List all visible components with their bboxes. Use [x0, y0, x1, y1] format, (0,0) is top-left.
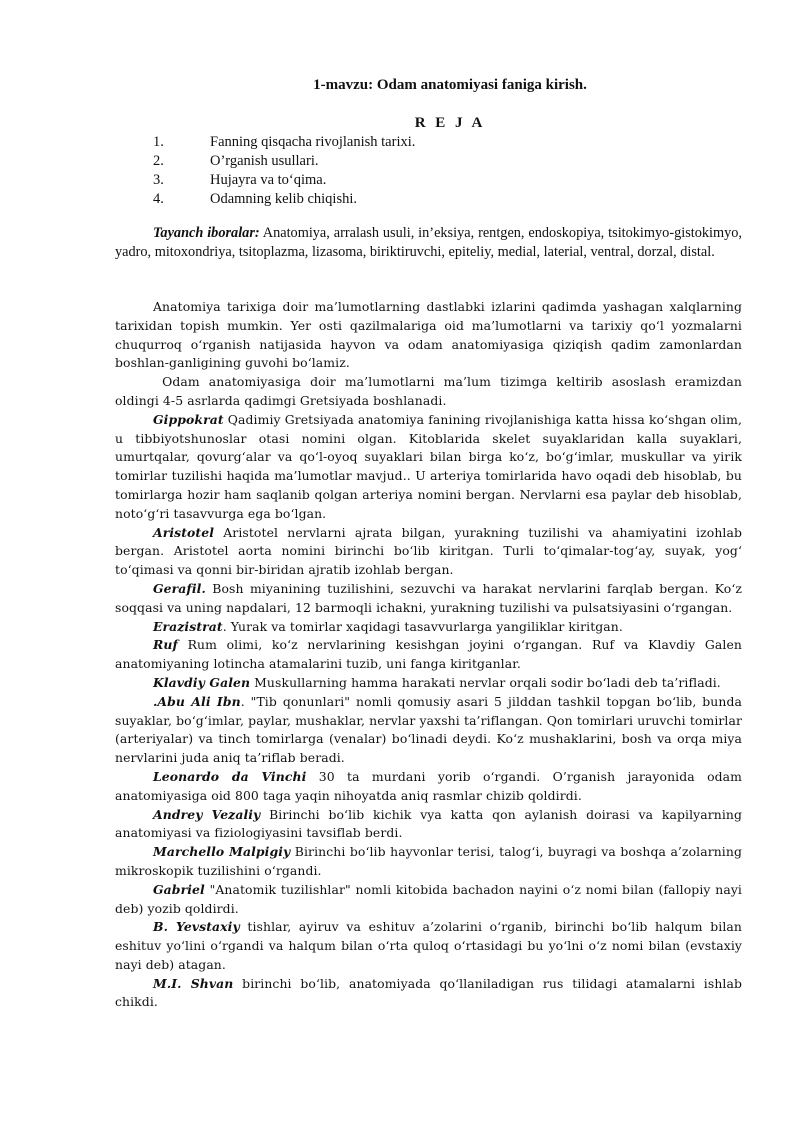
paragraph [115, 674, 742, 693]
paragraph [115, 636, 742, 674]
scholar-name: M.I. Shvan [153, 975, 234, 991]
plan-heading: R E J A [414, 115, 486, 131]
paragraph [115, 524, 742, 580]
scholar-name: Gippokrat [153, 411, 224, 427]
paragraph [115, 618, 742, 637]
paragraph-text: . "Tib qonunlari" nomli qomusiy asari 5 jilddan tashkil topgan bo‘lib, bunda suyaklar, bo‘g‘imlar, paylar, mushaklar, nervlar yaxshi ta’riflangan. Qon tomirlari uruvchi tomirlar (arteriyalar) va tinch tomirlarga (venalar) bo‘linadi deydi. Ko‘z mushaklarini, bosh va orqa miya nervlarini juda aniq ta’riflab beradi. [115, 693, 742, 766]
paragraph-text: Birinchi bo‘lib kichik vya katta qon aylanish doirasi va kapilyarning anatomiyasi va fiziologiyasini tavsiflab berdi. [115, 806, 742, 841]
scholar-name: Ruf [153, 637, 178, 653]
plan-item [115, 171, 715, 190]
paragraph-text: tishlar, ayiruv va eshituv a’zolarini o‘rganib, birinchi bo‘lib halqum bilan eshituv yo‘lini o‘rgandi va halqum bilan o‘rta quloq o‘rtasidagi bu yo‘lni o‘z nomi bilan (evstaxiy nayi deb) atagan. [115, 919, 742, 972]
paragraph-text: Rum olimi, ko‘z nervlarining kesishgan joyini o‘rgangan. Ruf va Klavdiy Galen anatomiyaning lotincha atamalarini tuzib, uni fanga kiritganlar. [115, 637, 742, 672]
paragraph-text: Muskullarning hamma harakati nervlar orqali sodir bo‘ladi deb ta’rifladi. [250, 674, 721, 690]
plan-item-text: O’rganish usullari. [210, 153, 319, 169]
scholar-name: B. Yevstaxiy [153, 919, 240, 935]
scholar-name: Gerafil. [153, 580, 206, 596]
paragraph [115, 806, 742, 844]
paragraph-text: Qadimiy Gretsiyada anatomiya fanining rivojlanishiga katta hissa ko‘shgan olim, u tibbiyotshunoslar otasi nomini olgan. Kitoblarida skelet suyaklaridan kalla suyaklari, umurtqalar, qovurg‘alar va qo‘l-oyoq suyaklari bilan birga ko‘z, bo‘g‘imlar, muskullar va yirik tomirlar tuzilishi haqida ma’lumotlar mavjud.. U arteriya tomirlarida havo oqadi deb hisoblab, bu tomirlarga hozir ham saqlanib qolgan arteriya nomini bergan. Nervlarni esa paylar deb hisoblab, noto‘g‘ri tasavvurga ega bo‘lgan. [115, 411, 742, 521]
body-text [115, 298, 742, 1012]
paragraph [115, 693, 742, 768]
paragraph-text: Anatomiya tarixiga doir ma’lumotlarning dastlabki izlarini qadimda yashagan xalqlarning tarixidan topish mumkin. Yer osti qazilmalariga oid ma’lumotlarni va tarixiy qo‘l yozmalarni chuqurroq o‘rganish natijasida hayvon va odam anatomiyasiga qiziqish qadim zamonlardan boshlan-ganligining guvohi bo‘lamiz. [115, 299, 742, 371]
paragraph-text: Aristotel nervlarni ajrata bilgan, yurakning tuzilishi va ahamiyatini izohlab bergan. Aristotel aorta nomini birinchi bo‘lib kiritgan. Turli to‘qimalar-tog‘ay, suyak, yog‘ to‘qimasi va qonni bir-biridan ajratib izohlab bergan. [115, 524, 742, 578]
paragraph [115, 843, 742, 881]
paragraph-text: Birinchi bo‘lib hayvonlar terisi, talog‘i, buyragi va boshqa a’zolarning mikroskopik tuzilishini o‘rgandi. [115, 844, 742, 878]
plan-item-text: Odamning kelib chiqishi. [210, 191, 357, 207]
paragraph-text: Bosh miyanining tuzilishini, sezuvchi va harakat nervlarini farqlab bergan. Ko‘z soqqasi va uning napdalari, 12 barmoqli ichakni, yurakning tuzilishi va pulsatsiyasini o‘rgangan. [115, 580, 742, 615]
paragraph-text: 30 ta murdani yorib o‘rgandi. O’rganish jarayonida odam anatomiyasiga oid 800 taga yaqin nihoyatda aniq rasmlar chizib qoldirdi. [115, 768, 742, 803]
plan-item [115, 190, 715, 209]
paragraph-text: birinchi bo‘lib, anatomiyada qo‘llaniladigan rus tilidagi atamalarni ishlab chikdi. [115, 975, 742, 1010]
plan-item-number: 4. [153, 191, 164, 207]
paragraph [115, 411, 742, 524]
page-title: 1-mavzu: Odam anatomiyasi faniga kirish. [313, 77, 587, 93]
plan-item-number: 3. [153, 172, 164, 188]
paragraph-text: Odam anatomiyasiga doir ma’lumotlarni ma’lum tizimga keltirib asoslash eramizdan oldingi 4-5 asrlarda qadimgi Gretsiyada boshlanadi. [115, 374, 742, 408]
scholar-name: Marchello Malpigiy [153, 844, 291, 860]
paragraph [115, 768, 742, 806]
plan-item [115, 133, 715, 152]
paragraph-text: . Yurak va tomirlar xaqidagi tasavvurlarga yangiliklar kiritgan. [222, 618, 623, 634]
scholar-name: Leonardo da Vinchi [153, 768, 307, 784]
plan-item-number: 2. [153, 153, 164, 169]
keywords-paragraph [115, 224, 742, 261]
paragraph [115, 373, 742, 411]
scholar-name: Klavdiy Galen [153, 674, 251, 690]
scholar-name: Gabriel [153, 881, 205, 897]
keywords-text: Anatomiya, arralash usuli, in’eksiya, rentgen, endoskopiya, tsitokimyo-gistokimyo, yadro, mitoxondriya, tsitoplazma, lizasoma, biriktiruvchi, epiteliy, medial, laterial, ventral, dorzal, distal. [115, 225, 742, 260]
scholar-name: Erazistrat [153, 618, 223, 634]
plan-item-text: Fanning qisqacha rivojlanish tarixi. [210, 134, 416, 150]
plan-item [115, 152, 715, 171]
paragraph [115, 881, 742, 919]
paragraph [115, 918, 742, 974]
scholar-name: .Abu Ali Ibn [153, 693, 241, 709]
paragraph [115, 975, 742, 1013]
scholar-name: Andrey Vezaliy [153, 806, 261, 822]
keywords-label: Tayanch iboralar: [153, 225, 260, 241]
plan-item-number: 1. [153, 134, 164, 150]
plan-list [115, 133, 715, 209]
paragraph-text: "Anatomik tuzilishlar" nomli kitobida bachadon nayini o‘z nomi bilan (fallopiy nayi deb) yozib qoldirdi. [115, 881, 742, 916]
plan-item-text: Hujayra va to‘qima. [210, 172, 327, 188]
paragraph [115, 580, 742, 618]
paragraph [115, 298, 742, 373]
scholar-name: Aristotel [153, 524, 215, 540]
